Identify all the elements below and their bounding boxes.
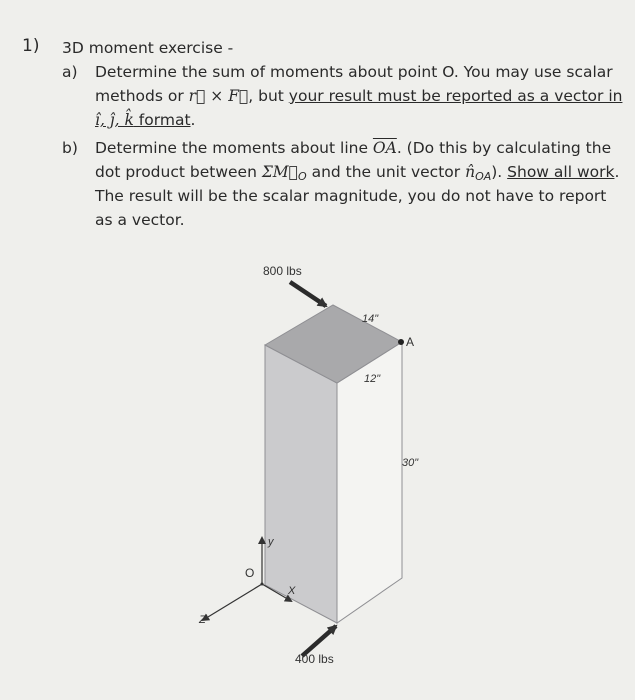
point-a-label: A xyxy=(406,335,415,349)
dim-30-label: 30" xyxy=(402,457,419,469)
part-b-label: b) xyxy=(62,139,78,157)
origin-label: O xyxy=(245,566,255,580)
show-work-text: Show all work xyxy=(507,163,615,181)
unit-vectors: î, ĵ, k̂ xyxy=(95,111,134,129)
unit-vector-subscript: OA xyxy=(475,170,492,183)
z-axis-label: Z xyxy=(199,614,206,626)
part-a-line2-mid: , but xyxy=(248,87,289,105)
part-b-line2-post: ). xyxy=(491,163,508,181)
block-front-face xyxy=(265,345,337,623)
x-axis-label: X xyxy=(288,585,296,597)
part-a-label: a) xyxy=(62,63,78,81)
part-b-line3: The result will be the scalar magnitude, you do not have to report xyxy=(95,187,607,205)
force-800-label: 800 lbs xyxy=(263,264,302,278)
cross-product-expression: r⃗ × F⃗ xyxy=(188,87,249,105)
force-400-label: 400 lbs xyxy=(295,652,334,666)
part-a-line1: Determine the sum of moments about point O. You may use scalar xyxy=(95,63,613,81)
part-b-line4: as a vector. xyxy=(95,211,185,229)
sum-moments-symbol: ΣM⃗ xyxy=(261,163,298,181)
force-800-arrow xyxy=(290,282,326,306)
dim-12-label: 12" xyxy=(364,373,381,385)
problem-number: 1) xyxy=(22,36,40,56)
dim-14-label: 14" xyxy=(362,313,379,325)
format-text: format xyxy=(133,111,191,129)
origin-circle xyxy=(261,583,264,586)
part-b-line2-mid: and the unit vector xyxy=(306,163,466,181)
part-b-line2-pre: dot product between xyxy=(95,163,262,181)
part-b-line1-post: . (Do this by calculating the xyxy=(396,139,612,157)
sum-moments-subscript: O xyxy=(297,170,307,183)
vector-requirement-text: your result must be reported as a vector in xyxy=(288,87,623,105)
y-axis-label: y xyxy=(268,536,274,548)
part-b-line1-pre: Determine the moments about line xyxy=(95,139,373,157)
point-a-dot xyxy=(398,339,404,345)
unit-vector-symbol: n̂ xyxy=(465,163,476,181)
problem-title: 3D moment exercise - xyxy=(62,39,234,57)
part-a-line3-end: . xyxy=(190,111,196,129)
part-b-line2-end: . xyxy=(614,163,620,181)
z-axis xyxy=(203,584,262,620)
part-a-line2-pre: methods or xyxy=(95,87,189,105)
line-oa-symbol: $\overline{OA}$ xyxy=(372,139,397,157)
